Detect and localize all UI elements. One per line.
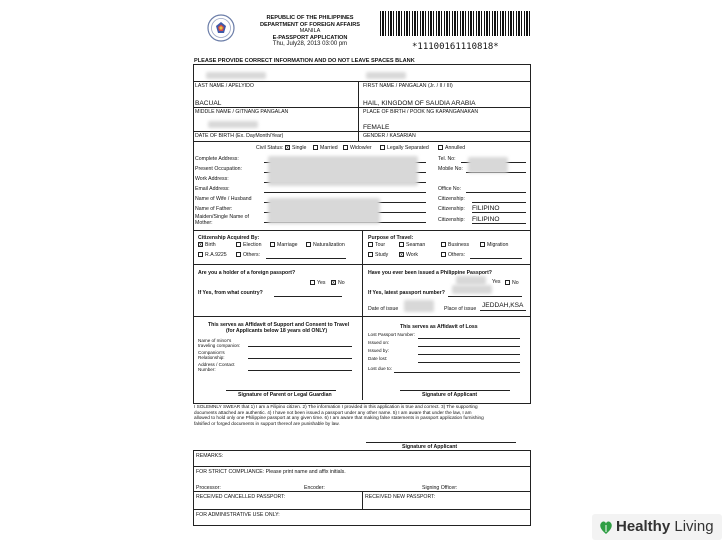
foreign-country-label: If Yes, from what country? <box>198 290 263 296</box>
divider <box>358 81 359 141</box>
oath-signature-label: Signature of Applicant <box>402 444 458 450</box>
rule <box>266 258 346 259</box>
rule <box>193 466 531 467</box>
option-naturalization: Naturalization <box>313 242 345 248</box>
divider <box>362 316 363 400</box>
rule <box>264 192 426 193</box>
brand-word-healthy: Healthy <box>616 518 671 535</box>
checkbox-annulled[interactable] <box>438 145 443 150</box>
ph-latest-label: If Yes, latest passport number? <box>368 290 445 296</box>
checkbox-migration[interactable] <box>480 242 485 247</box>
rule <box>366 442 516 443</box>
work-address-label: Work Address: <box>195 176 229 182</box>
option-migration: Migration <box>487 242 509 248</box>
option-widow: Widow/er <box>350 145 372 151</box>
rule <box>418 354 520 355</box>
redacted-last-name <box>206 72 266 79</box>
checkbox-travel-others[interactable] <box>441 252 446 257</box>
rule <box>193 107 531 108</box>
dob-label: DATE OF BIRTH (Ex. DayMonth/Year) <box>195 133 284 139</box>
gender-label: GENDER / KASARIAN <box>363 133 416 139</box>
rule <box>466 192 526 193</box>
brand-word-living: Living <box>674 518 714 535</box>
checkbox-naturalization[interactable] <box>306 242 311 247</box>
oath-line-3: allowed to hold only one Philippine passport at any given time. 6) I am aware that making false statements in passport application furnishing <box>194 415 484 420</box>
redacted-passport-number <box>452 285 492 294</box>
admin-use-label: FOR ADMINISTRATIVE USE ONLY: <box>196 512 280 518</box>
redacted-ph-yes <box>456 276 486 285</box>
option-study: Study <box>375 252 389 258</box>
header-datetime: Thu, July28, 2013 03:00 pm <box>272 41 348 47</box>
issued-by-label: Issued by: <box>368 348 389 353</box>
option-birth: Birth <box>205 242 216 248</box>
checkbox-foreign-yes[interactable] <box>310 280 315 285</box>
mother-citizenship-label: Citizenship: <box>438 217 465 223</box>
option-married: Married <box>320 145 338 151</box>
date-lost-label: Date lost: <box>368 356 388 361</box>
gender-value: FEMALE <box>363 124 390 131</box>
checkbox-ra9225[interactable] <box>198 252 203 257</box>
rule <box>248 358 352 359</box>
heart-leaf-icon <box>598 518 614 536</box>
birthplace-value: HAIL, KINGDOM OF SAUDIA ARABIA <box>363 100 476 107</box>
option-travel-others: Others: <box>448 252 466 258</box>
middle-name-label: MIDDLE NAME / GITNANG PANGALAN <box>195 109 289 115</box>
relationship-label: Companion's Relationship: <box>198 350 225 360</box>
checkbox-birth[interactable]: x <box>199 242 202 248</box>
civil-status-label: Civil Status: <box>256 145 284 151</box>
ph-yes-label: Yes <box>492 279 501 285</box>
checkbox-married[interactable] <box>313 145 318 150</box>
father-name-label: Name of Father: <box>195 206 233 212</box>
foreign-passport-question: Are you a holder of a foreign passport? <box>198 270 296 276</box>
rule <box>448 296 522 297</box>
option-citizenship-others: Others: <box>243 252 261 258</box>
checkbox-ph-no[interactable] <box>505 280 510 285</box>
rule <box>274 296 342 297</box>
rule <box>472 212 526 213</box>
checkbox-study[interactable] <box>368 252 373 257</box>
guardian-signature-label: Signature of Parent or Legal Guardian <box>238 392 332 398</box>
spouse-citizenship-label: Citizenship: <box>438 196 465 202</box>
birthplace-label: PLACE OF BIRTH / POOK NG KAPANGANAKAN <box>363 109 479 115</box>
mother-citizenship-value: FILIPINO <box>472 216 500 223</box>
rule <box>193 141 531 142</box>
checkbox-citizenship-others[interactable] <box>236 252 241 257</box>
rule <box>472 223 526 224</box>
rule <box>470 258 522 259</box>
checkbox-business[interactable] <box>441 242 446 247</box>
complete-address-label: Complete Address: <box>195 156 239 162</box>
minor-companion-label: Name of minor's traveling companion: <box>198 338 241 348</box>
last-name-label: LAST NAME / APELYIDO <box>195 83 254 89</box>
rule <box>472 202 526 203</box>
redacted-parent-names <box>268 198 380 224</box>
rule <box>418 362 520 363</box>
place-issue-value: JEDDAH,KSA <box>482 302 524 309</box>
rule <box>418 338 520 339</box>
option-seaman: Seaman <box>406 242 426 248</box>
rule <box>248 346 352 347</box>
option-marriage: Marriage <box>277 242 298 248</box>
redacted-dob <box>208 121 258 128</box>
option-business: Business <box>448 242 470 248</box>
rule <box>193 509 531 510</box>
option-tour: Tour <box>375 242 386 248</box>
rule <box>248 370 352 371</box>
affidavit-loss-title: This serves as Affidavit of Loss <box>400 324 478 330</box>
passport-form-page <box>186 0 538 546</box>
rule <box>193 131 531 132</box>
divider <box>362 230 363 316</box>
checkbox-widow[interactable] <box>343 145 348 150</box>
header-manila: MANILA <box>299 28 321 34</box>
travel-purpose-title: Purpose of Travel: <box>368 235 414 241</box>
brand-watermark <box>592 514 722 540</box>
checkbox-single[interactable]: x <box>286 145 289 151</box>
option-work: Work <box>406 252 419 258</box>
header-dfa: DEPARTMENT OF FOREIGN AFFAIRS <box>259 21 361 28</box>
instruction-text: PLEASE PROVIDE CORRECT INFORMATION AND DO NOT LEAVE SPACES BLANK <box>194 58 415 64</box>
father-citizenship-value: FILIPINO <box>472 205 500 212</box>
foreign-yes-label: Yes <box>317 280 326 286</box>
mother-name-label: Maiden/Single Name of Mother: <box>195 214 249 226</box>
checkbox-election[interactable] <box>236 242 241 247</box>
foreign-no-label: No <box>338 280 345 286</box>
affidavit-support-title: This serves as Affidavit of Support and Consent to Travel <box>208 322 350 328</box>
applicant-signature-loss: Signature of Applicant <box>422 392 478 398</box>
mobile-no-label: Mobile No: <box>438 166 463 172</box>
date-issue-label: Date of issue <box>368 306 399 312</box>
option-legally-separated: Legally Separated <box>387 145 429 151</box>
checkbox-legally-separated[interactable] <box>380 145 385 150</box>
header-republic: REPUBLIC OF THE PHILIPPINES <box>266 15 354 21</box>
header-application-title: E-PASSPORT APPLICATION <box>272 34 348 41</box>
redacted-first-name <box>366 72 406 79</box>
spouse-name-label: Name of Wife / Husband <box>195 196 252 202</box>
tel-no-label: Tel. No: <box>438 156 456 162</box>
checkbox-marriage[interactable] <box>270 242 275 247</box>
compliance-label: FOR STRICT COMPLIANCE: Please print name and affix initials. <box>196 469 346 475</box>
received-new-label: RECEIVED NEW PASSPORT: <box>365 494 436 500</box>
lost-passport-label: Lost Passport Number: <box>368 332 415 337</box>
option-election: Election <box>243 242 262 248</box>
rule <box>400 390 510 391</box>
redacted-phone-numbers <box>468 157 508 173</box>
option-ra9225: R.A.9225 <box>205 252 227 258</box>
first-name-label: FIRST NAME / PANGALAN (Jr. / II / III) <box>363 83 453 89</box>
barcode-number: *11100161110818* <box>412 42 499 52</box>
oath-line-1: I SOLEMNLY SWEAR that 1) I am a Filipino citizen. 2) The information I provided in this application is true and correct. 3) The supporting <box>194 404 478 409</box>
oath-line-4: falsified or forged documents in support thereof are punishable by law. <box>194 420 340 426</box>
dfa-seal-icon <box>207 14 235 42</box>
office-no-label: Office No: <box>438 186 461 192</box>
barcode <box>380 11 530 36</box>
oath-line-2: documents attached are authentic. 4) I have not been issued a passport under any other name. 5) I am aware that under the law, I am <box>194 409 472 415</box>
rule <box>394 372 520 373</box>
rule <box>193 264 531 265</box>
address-contact-label: Address / Contact Number: <box>198 362 235 372</box>
checkbox-foreign-no[interactable]: x <box>332 280 335 286</box>
affidavit-support-subtitle: (for Applicants below 18 years old ONLY) <box>226 328 328 334</box>
citizenship-acquired-title: Citizenship Acquired By: <box>198 235 260 241</box>
redacted-contact-info <box>268 156 418 186</box>
divider <box>362 491 363 509</box>
brand-text <box>616 518 714 536</box>
option-single: Single <box>292 145 307 151</box>
checkbox-seaman[interactable] <box>399 242 404 247</box>
issued-on-label: Issued on: <box>368 340 390 345</box>
father-citizenship-label: Citizenship: <box>438 206 465 212</box>
rule <box>480 310 526 311</box>
option-annulled: Annulled <box>445 145 466 151</box>
signing-officer-label: Signing Officer: <box>422 485 458 491</box>
encoder-label: Encoder: <box>304 485 325 491</box>
processor-label: Processor: <box>196 485 221 491</box>
middle-name-value: BACUAL <box>195 100 222 107</box>
ph-no-label: No <box>512 280 519 286</box>
place-issue-label: Place of issue <box>444 306 477 312</box>
rule <box>418 346 520 347</box>
redacted-date-issue <box>404 300 434 312</box>
rule <box>226 390 336 391</box>
rule <box>193 81 531 82</box>
ph-passport-question: Have you ever been issued a Philippine Passport? <box>368 270 492 276</box>
email-label: Email Address: <box>195 186 230 192</box>
checkbox-work[interactable]: x <box>400 252 403 258</box>
occupation-label: Present Occupation: <box>195 166 243 172</box>
lost-due-label: Lost due to: <box>368 366 393 371</box>
remarks-label: REMARKS: <box>196 453 224 459</box>
checkbox-tour[interactable] <box>368 242 373 247</box>
received-cancelled-label: RECEIVED CANCELLED PASSPORT: <box>196 494 286 500</box>
